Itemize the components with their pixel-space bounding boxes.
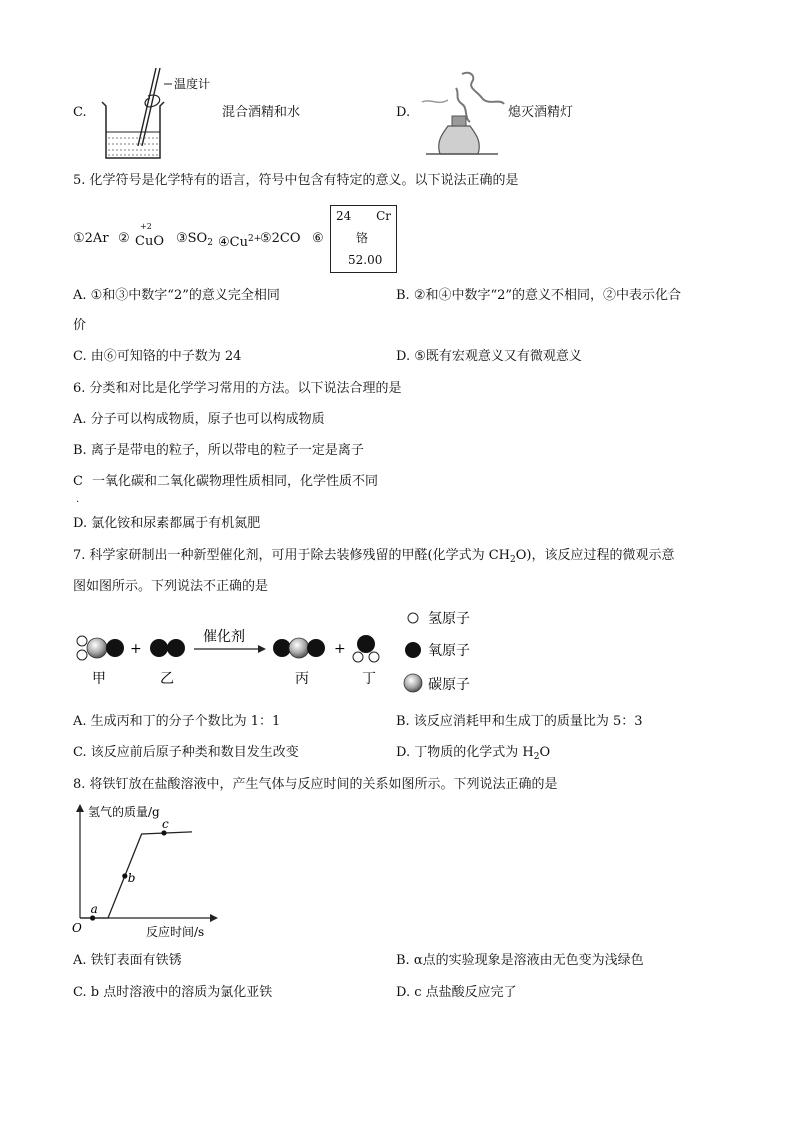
q8-option-a: A. 铁钉表面有铁锈 [73,953,182,968]
chart-x-label: 反应时间/s [146,925,205,939]
molecule-ding [353,635,379,662]
chart-point-label-c: c [162,816,169,831]
q5-symbol-6-num: ⑥ [312,231,324,246]
q7-option-a: A. 生成丙和丁的分子个数比为 1：1 [73,714,281,729]
q7-option-c: C. 该反应前后原子种类和数目发生改变 [73,745,299,760]
q6-option-b: B. 离子是带电的粒子，所以带电的粒子一定是离子 [73,443,364,458]
q5-stem: 5. 化学符号是化学特有的语言，符号中包含有特定的意义。以下说法正确的是 [73,173,519,188]
q6-option-c-letter: C [73,474,83,489]
chart-point-label-a: a [90,902,98,916]
lamp-extinguish-figure [418,68,508,160]
legend-hydrogen-icon [408,613,418,623]
plus-sign-1: + [130,641,142,657]
hydrogen-mass-chart [60,800,240,942]
q4-option-d-letter: D. [396,105,411,120]
q5-symbol-1: ①2Ar [73,231,109,246]
q4-option-c-letter: C. [73,105,87,120]
q7-option-b: B. 该反应消耗甲和生成丁的质量比为 5：3 [396,714,643,729]
q5-option-a: A. ①和③中数字“2”的意义完全相同 [73,288,280,303]
q5-symbol-2-num: ② [118,231,130,246]
plus-sign-2: + [334,641,346,657]
chart-point-b [122,873,127,878]
q7-stem-line2: 图如图所示。下列说法不正确的是 [73,579,269,594]
catalyst-label: 催化剂 [203,629,245,645]
label-ding: 丁 [362,671,376,687]
q5-option-b-cont: 价 [73,318,87,333]
q5-option-c: C. 由⑥可知铬的中子数为 24 [73,349,242,364]
element-atomic-number: 24 [336,209,352,223]
legend-oxygen: 氧原子 [428,643,470,659]
molecule-yi [150,639,185,657]
q5-option-b: B. ②和④中数字“2”的意义不相同，②中表示化合 [396,288,682,303]
q8-option-c: C. b 点时溶液中的溶质为氯化亚铁 [73,985,273,1000]
thermometer-label: 温度计 [174,77,211,91]
q6-option-a: A. 分子可以构成物质，原子也可以构成物质 [73,412,325,427]
chart-point-c [161,830,166,835]
molecule-bing [273,638,325,658]
q6-stem: 6. 分类和对比是化学学习常用的方法。以下说法合理的是 [73,381,402,396]
q8-stem: 8. 将铁钉放在盐酸溶液中，产生气体与反应时间的关系如图所示。下列说法正确的是 [73,777,558,792]
legend-hydrogen: 氢原子 [428,611,470,627]
element-symbol: Cr [376,209,391,223]
q5-symbol-2-charge: +2 [140,222,152,231]
molecule-jia [77,636,124,660]
q6-option-d: D. 氯化铵和尿素都属于有机氮肥 [73,516,261,531]
q8-option-b: B. α点的实验现象是溶液由无色变为浅绿色 [396,953,644,968]
label-jia: 甲 [92,671,106,687]
chart-point-a [90,915,95,920]
q6-option-c: 一氧化碳和二氧化碳物理性质相同，化学性质不同 [92,474,379,489]
q5-symbol-2-formula: CuO [135,234,164,249]
q4-option-d-caption: 熄灭酒精灯 [508,105,574,120]
label-bing: 丙 [295,671,309,687]
element-name: 铬 [356,231,369,245]
chart-y-label: 氢气的质量/g [88,805,160,819]
q4-option-c-caption: 混合酒精和水 [222,105,301,120]
chart-point-label-b: b [127,871,136,885]
element-card-chromium [330,205,397,273]
legend-oxygen-icon [405,642,421,658]
beaker-thermometer-figure [98,66,228,164]
q5-option-d: D. ⑤既有宏观意义又有微观意义 [396,349,582,364]
q7-stem-line1: 7. 科学家研制出一种新型催化剂，可用于除去装修残留的甲醛(化学式为 $CH_2O$)，该反应过程的微观示意 [73,548,675,565]
atom-legend [404,611,470,693]
q5-symbol-3: $③SO_2$ [176,231,213,248]
element-atomic-mass: 52.00 [348,253,383,267]
legend-carbon: 碳原子 [428,677,470,693]
q6-option-c-dot: . [76,494,80,505]
label-yi: 乙 [160,671,174,687]
reaction-diagram [70,605,490,695]
q8-option-d: D. c 点盐酸反应完了 [396,985,517,1000]
q5-symbol-4: $④Cu^{2+}$ [218,234,262,250]
legend-carbon-icon [404,674,422,692]
q5-symbol-5: ⑤2CO [260,231,301,246]
chart-origin-label: O [72,921,82,935]
q7-option-d: D. 丁物质的化学式为 $H_2O$ [396,745,551,762]
